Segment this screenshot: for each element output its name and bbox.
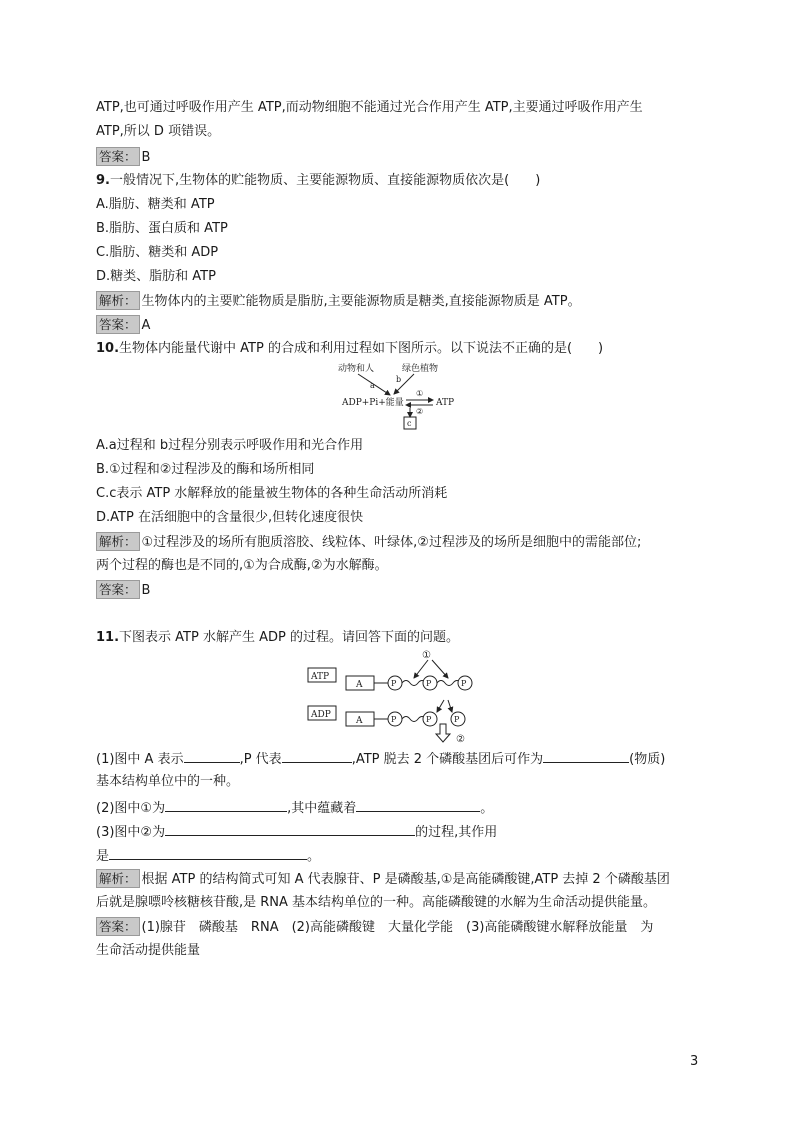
process-2-label: ② (416, 407, 424, 416)
answer-blank[interactable] (109, 845, 307, 860)
answer-line (96, 315, 150, 336)
answer-blank[interactable] (165, 821, 415, 836)
answer-line (96, 147, 150, 168)
answer-label: 答案： (96, 147, 140, 166)
analysis-text: 生物体内的主要贮能物质是脂肪,主要能源物质是糖类,直接能源物质是 ATP。 (141, 294, 581, 309)
label-1: ① (422, 650, 431, 661)
phosphate-label: P (426, 715, 432, 724)
question-number: 11. (96, 630, 120, 645)
answer-value: (1)腺苷 磷酸基 RNA (2)高能磷酸键 大量化学能 (3)高能磷酸键水解释放能量 为 (141, 920, 654, 935)
phosphate-label: P (461, 679, 467, 688)
answer-value: A (141, 318, 151, 333)
left-side-label: ADP+Pi+能量 (342, 398, 404, 408)
right-side-label: ATP (436, 398, 455, 408)
page-number: 3 (690, 1054, 699, 1069)
option-a: A.a过程和 b过程分别表示呼吸作用和光合作用 (96, 438, 364, 453)
adenosine-label: A (356, 680, 363, 690)
phosphate-label: P (426, 679, 432, 688)
analysis-line (96, 532, 641, 553)
sub-question-1-continued: 基本结构单位中的一种。 (96, 774, 240, 789)
answer-label: 答案： (96, 315, 140, 334)
sub-question-3-continued: 是 。 (96, 845, 320, 867)
energy-release-arrow (436, 724, 450, 742)
option-b: B.脂肪、蛋白质和 ATP (96, 221, 228, 236)
sub-question-3: (3)图中②为 的过程,其作用 (96, 821, 497, 843)
answer-blank[interactable] (165, 797, 287, 812)
answer-line (96, 580, 150, 601)
phosphate-label: P (391, 679, 397, 688)
question-number: 10. (96, 341, 120, 356)
sub-question-1: (1)图中 A 表示 ,P 代表 ,ATP 脱去 2 个磷酸基团后可作为 (物质) (96, 748, 665, 770)
analysis-line (96, 869, 670, 890)
answer-blank[interactable] (282, 748, 352, 763)
label-c: c (407, 419, 412, 428)
text-line: ATP,所以 D 项错误。 (96, 124, 221, 139)
option-d: D.ATP 在活细胞中的含量很少,但转化速度很快 (96, 510, 364, 525)
atp-label: ATP (311, 672, 330, 682)
high-energy-bond (402, 717, 426, 722)
question-10-stem (96, 339, 603, 359)
question-number: 9. (96, 173, 110, 188)
answer-blank[interactable] (356, 797, 480, 812)
text-line: ATP,也可通过呼吸作用产生 ATP,而动物细胞不能通过光合作用产生 ATP,主要通过呼吸作用产生 (96, 100, 643, 115)
question-9-stem (96, 171, 540, 191)
phosphate-label: P (454, 715, 460, 724)
analysis-label: 解析： (96, 532, 140, 551)
analysis-continued: 后就是腺嘌呤核糖核苷酸,是 RNA 基本结构单位的一种。高能磷酸键的水解为生命活动提供能量。 (96, 895, 657, 910)
animals-label: 动物和人 (338, 364, 375, 374)
answer-value: B (141, 150, 151, 165)
analysis-label: 解析： (96, 869, 140, 888)
process-1-label: ① (416, 389, 424, 398)
phosphate-label: P (391, 715, 397, 724)
answer-label: 答案： (96, 580, 140, 599)
answer-line (96, 917, 653, 938)
question-11-stem (96, 628, 459, 648)
answer-label: 答案： (96, 917, 140, 936)
option-c: C.脂肪、糖类和 ADP (96, 245, 219, 260)
answer-value: B (141, 583, 151, 598)
arrow-a (358, 374, 390, 395)
label-2: ② (456, 734, 465, 744)
question-text: 一般情况下,生物体的贮能物质、主要能源物质、直接能源物质依次是( ) (109, 173, 541, 188)
answer-blank[interactable] (543, 748, 629, 763)
answer-continued: 生命活动提供能量 (96, 943, 201, 958)
adenosine-label: A (356, 716, 363, 726)
adp-label: ADP (311, 710, 331, 720)
question-text: 生物体内能量代谢中 ATP 的合成和利用过程如下图所示。以下说法不正确的是( ) (119, 341, 604, 356)
analysis-text: ①过程涉及的场所有胞质溶胶、线粒体、叶绿体,②过程涉及的场所是细胞中的需能部位; (141, 535, 642, 550)
label-b: b (396, 375, 402, 384)
atp-cycle-diagram (330, 360, 470, 432)
sub-question-2: (2)图中①为 ,其中蕴藏着 。 (96, 797, 493, 819)
option-c: C.c表示 ATP 水解释放的能量被生物体的各种生命活动所消耗 (96, 486, 448, 501)
analysis-line (96, 291, 581, 312)
analysis-label: 解析： (96, 291, 140, 310)
high-energy-bond (437, 681, 461, 686)
question-text: 下图表示 ATP 水解产生 ADP 的过程。请回答下面的问题。 (119, 630, 459, 645)
high-energy-bond (402, 681, 426, 686)
option-a: A.脂肪、糖类和 ATP (96, 197, 215, 212)
option-d: D.糖类、脂肪和 ATP (96, 269, 216, 284)
atp-hydrolysis-diagram (306, 648, 486, 744)
option-b: B.①过程和②过程涉及的酶和场所相同 (96, 462, 315, 477)
answer-blank[interactable] (184, 748, 240, 763)
analysis-text: 根据 ATP 的结构简式可知 A 代表腺苷、P 是磷酸基,①是高能磷酸键,ATP 去掉 2 个磷酸基团 (141, 872, 670, 887)
label-a: a (370, 381, 375, 390)
analysis-continued: 两个过程的酶也是不同的,①为合成酶,②为水解酶。 (96, 558, 388, 573)
plants-label: 绿色植物 (402, 364, 439, 374)
